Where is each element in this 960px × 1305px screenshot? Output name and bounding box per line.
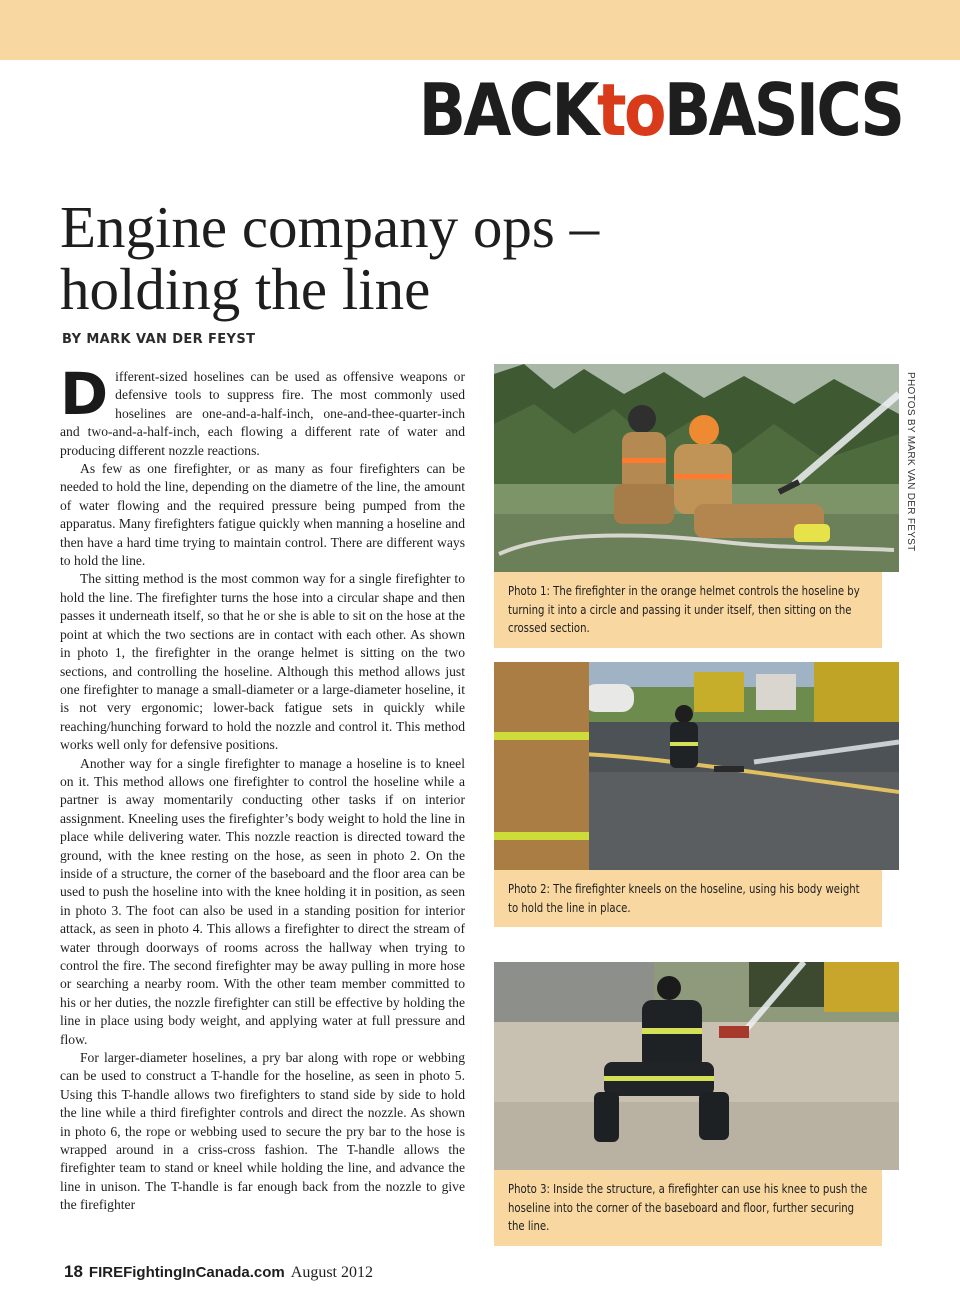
photo-1-sitting-method — [494, 364, 899, 572]
photo-3-caption-text: Photo 3: Inside the structure, a firefighter can use his knee to push the hoseline into the corner of the baseboard and floor, further securing the line. — [508, 1181, 868, 1233]
photo-2-caption-text: Photo 2: The firefighter kneels on the hoseline, using his body weight to hold the line in place. — [508, 881, 860, 915]
photo-credit: PHOTOS BY MARK VAN DER FEYST — [905, 372, 916, 552]
article-paragraph: For larger-diameter hoselines, a pry bar along with rope or webbing can be used to construct a T-handle for the hoseline, as seen in photo 5. Using this T-handle allows two firefighters to stand side by side to hold the line while a third firefighter controls and direct the nozzle. As shown in photo 6, the rope or webbing used to secure the pry bar to the hose is wrapped around in a criss-cross fashion. The T-handle allows the firefighter team to stand or kneel while holding the line, and advance the line in unison. The T-handle is far enough back from the nozzle to give the firefighter — [60, 1050, 465, 1213]
photo-3-caption — [494, 1170, 882, 1246]
article-paragraph: The sitting method is the most common way for a single firefighter to hold the line. The firefighter turns the hose into a circular shape and then passes it underneath itself, so that he or she is able to sit on the hose at the point at which the two sections are in contact with each other. As shown in photo 1, the firefighter in the orange helmet is sitting on the two sections, and controlling the hoseline. Although this method allows just one firefighter to manage a small-diameter or a large-diameter hoseline, it is not very ergonomic; lower-back fatigue sets in quickly while reaching/hunching forward to hold the nozzle and control it. This method works well only for defensive positions. — [60, 571, 465, 753]
article-body — [60, 368, 465, 1248]
page-footer — [64, 1262, 373, 1282]
byline: BY MARK VAN DER FEYST — [62, 332, 256, 347]
drop-cap: D — [60, 368, 109, 428]
article-paragraph: As few as one firefighter, or as many as four firefighters can be needed to hold the line, depending on the diametre of the line, the amount of water flowing and the required pressure being pumped from the apparatus. Many firefighters fatigue quickly when manning a hoseline and then have a hard time trying to maintain control. There are different ways to hold the line. — [60, 461, 465, 569]
headline-line-2: holding the line — [60, 256, 431, 322]
article-paragraph — [60, 368, 465, 460]
photo-3-baseboard-method — [494, 962, 899, 1170]
page-number: 18 — [64, 1262, 83, 1281]
photo-2-kneeling-method — [494, 662, 899, 870]
photo-1-image — [494, 364, 899, 572]
paragraph-text: ifferent-sized hoselines can be used as offensive weapons or defensive tools to suppress fire. The most commonly used hoselines are one-and-a-half-inch, one-and-thee-quarter-inch and two-and-a-half-inch, each flowing a different rate of water and producing different nozzle reactions. — [60, 369, 465, 458]
article-paragraph: Another way for a single firefighter to manage a hoseline is to kneel on it. This method allows one firefighter to control the hoseline while a partner is away momentarily conducting other tasks if on interior assignment. Kneeling uses the firefighter’s body weight to hold the line in place while delivering water. This nozzle reaction is directed toward the ground, with the knee resting on the hose, as seen in photo 2. On the inside of a structure, the corner of the baseboard and the floor area can be used to push the hoseline into with the knee holding it in position, as seen in photo 3. The foot can also be used in a standing position for interior attack, as seen in photo 4. This allows a firefighter to direct the stream of water through doorways of rooms across the hallway when trying to control the fire. The second firefighter may be away pulling in more hose or searching a nearby room. With the other team member committed to his or her duties, the nozzle firefighter can still be effective by holding the line in place using body weight, and applying water at full pressure and flow. — [60, 755, 465, 1047]
masthead-basics: BASICS — [663, 68, 902, 152]
masthead-to: to — [596, 68, 664, 152]
photo-2-image — [494, 662, 899, 870]
publication-site: FIREFightingInCanada.com — [88, 1264, 285, 1281]
section-masthead — [418, 70, 902, 150]
photo-1-caption-text: Photo 1: The firefighter in the orange helmet controls the hoseline by turning it into a circle and passing it under itself, then sitting on the crossed section. — [508, 583, 860, 635]
issue-date: August 2012 — [290, 1264, 373, 1281]
headline-line-1: Engine company ops – — [60, 194, 600, 260]
article-headline — [60, 196, 780, 320]
photo-1-caption — [494, 572, 882, 648]
photo-3-image — [494, 962, 899, 1170]
photo-2-caption — [494, 870, 882, 927]
top-color-band — [0, 0, 960, 60]
masthead-back: BACK — [418, 68, 597, 152]
